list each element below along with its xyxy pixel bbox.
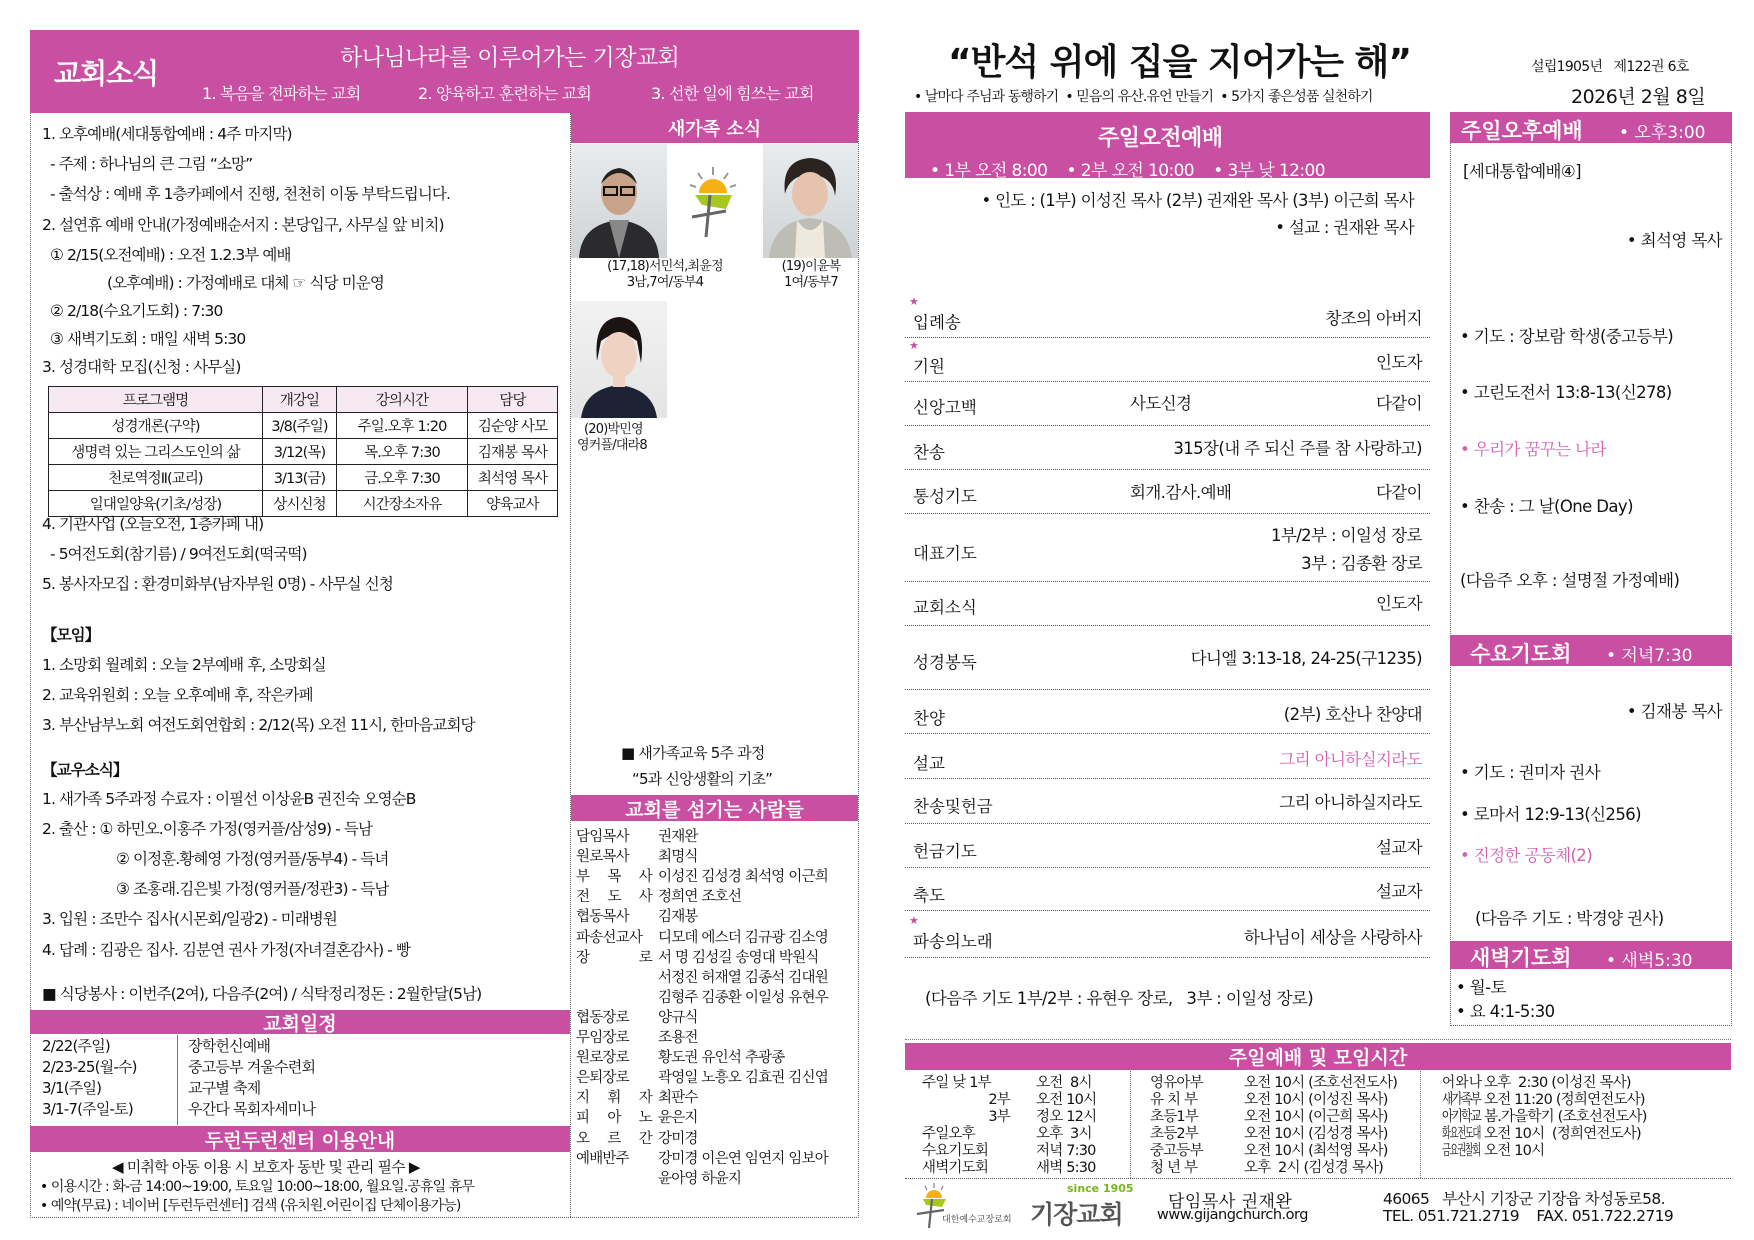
dawn-scripture: • 요 4:1-5:30 — [1456, 1002, 1555, 1021]
news-line: 1. 소망회 월례회 : 오늘 2부예배 후, 소망회실 — [42, 656, 326, 674]
member-name: (20)박민영 — [584, 422, 643, 437]
church-logo — [912, 1182, 1132, 1230]
worship-leaders: • 인도 : (1부) 이성진 목사 (2부) 권재완 목사 (3부) 이근희 목사 — [981, 191, 1414, 210]
order-value: 그리 아니하실지라도 — [1279, 750, 1422, 769]
member-detail: 1여/동부7 — [784, 275, 838, 290]
schedule-date: 2/23-25(월-수) — [42, 1058, 137, 1076]
year-mottos: • 날마다 주님과 동행하기 • 믿음의 유산.유언 만들기 • 5가지 좋은성품 실천하기 — [914, 89, 1373, 105]
schedule-date: 2/22(주일) — [42, 1037, 110, 1055]
news-line: ① 2/15(오전예배) : 오전 1.2.3부 예배 — [50, 246, 291, 264]
dawn-title: 새벽기도회 — [1470, 946, 1572, 970]
table-cell: 목.오후 7:30 — [337, 439, 468, 465]
staff-row — [576, 868, 828, 886]
senior-pastor: 담임목사 권재완 — [1168, 1192, 1293, 1212]
staff-names: 강미경 이은연 임연지 임보아 — [658, 1150, 828, 1167]
times-value: 오전 10시 (최석영 목사) — [1244, 1143, 1388, 1159]
times-label: 초등2부 — [1150, 1126, 1199, 1142]
order-label: 설교 — [913, 754, 945, 773]
times-label: 초등1부 — [1150, 1109, 1199, 1125]
member-name: (17,18)서민석,최윤정 — [607, 259, 723, 274]
order-label: 교회소식 — [913, 598, 977, 617]
staff-row — [576, 969, 828, 987]
times-label: 수요기도회 — [922, 1143, 989, 1159]
news-line: ② 2/18(수요기도회) : 7:30 — [50, 302, 223, 320]
table-cell: 양육교사 — [468, 491, 558, 517]
staff-names: 황도권 유인석 추광종 — [658, 1050, 785, 1067]
order-value: 하나님이 세상을 사랑하사 — [1243, 928, 1422, 947]
order-value: 1부/2부 : 이일성 장로 — [1270, 526, 1422, 545]
order-label: 입례송 — [913, 313, 961, 332]
staff-row — [576, 848, 698, 866]
schedule-header: 교회일정 — [30, 1010, 570, 1034]
times-label: 유 치 부 — [1150, 1092, 1198, 1108]
table-cell: 시간장소자유 — [337, 491, 468, 517]
news-line: 3. 입원 : 조만수 집사(시몬회/일광2) - 미래병원 — [42, 910, 337, 928]
news-line: 2. 교육위원회 : 오늘 오후예배 후, 작은카페 — [42, 686, 313, 704]
times-label: 중고등부 — [1150, 1143, 1203, 1159]
motto-3: 3. 선한 일에 힘쓰는 교회 — [651, 84, 814, 103]
staff-names: 권재완 — [658, 829, 698, 845]
order-detail: 회개.감사.예배 — [1130, 483, 1232, 502]
member-detail: 영커플/대라8 — [577, 438, 647, 453]
staff-names: 정희연 조호선 — [658, 889, 742, 906]
times-label: 금요권찰회 — [1442, 1143, 1481, 1159]
times-value: 오전 10시 (조호선전도사) — [1244, 1075, 1398, 1091]
order-value: 그리 아니하실지라도 — [1279, 793, 1422, 812]
member-name: (19)이윤복 — [781, 259, 841, 274]
staff-role: 협동장로 — [576, 1009, 629, 1026]
church-website[interactable]: www.gijangchurch.org — [1157, 1207, 1308, 1223]
staff-role: 파송선교사 — [576, 929, 643, 946]
staff-names: 강미경 — [658, 1130, 698, 1147]
times-value: 오전 10시 (이성진 목사) — [1244, 1092, 1388, 1108]
order-label: 기원 — [913, 357, 945, 376]
order-separator — [905, 625, 1430, 626]
times-label: 새가족부 — [1442, 1092, 1480, 1108]
staff-role: 무임장로 — [576, 1030, 629, 1046]
church-phone: TEL. 051.721.2719 FAX. 051.722.2719 — [1383, 1207, 1674, 1225]
table-row — [49, 439, 558, 465]
order-separator — [905, 337, 1430, 338]
staff-row — [576, 1009, 698, 1027]
times-divider — [1420, 1071, 1421, 1178]
news-line: 3. 성경대학 모집(신청 : 사무실) — [42, 358, 241, 376]
meetings-heading: 【모임】 — [42, 626, 100, 644]
staff-row — [576, 828, 698, 846]
order-value: 설교자 — [1375, 882, 1422, 901]
table-cell: 금.오후 7:30 — [337, 465, 468, 491]
star-icon: ★ — [909, 914, 919, 927]
order-value: 인도자 — [1375, 353, 1422, 372]
times-label: 주일오후 — [922, 1126, 975, 1142]
news-line: (오후예배) : 가정예배로 대체 ☞ 식당 미운영 — [107, 274, 384, 292]
afternoon-subtitle: [세대통합예배④] — [1463, 162, 1581, 181]
afternoon-next: (다음주 오후 : 설명절 가정예배) — [1460, 571, 1680, 590]
table-cell: 김순양 사모 — [468, 413, 558, 439]
sermon-preacher: • 설교 : 권재완 목사 — [1275, 218, 1414, 237]
times-value: 저녁 7:30 — [1036, 1143, 1096, 1159]
staff-row — [576, 1029, 698, 1047]
afternoon-scripture: • 고린도전서 13:8-13(신278) — [1460, 383, 1672, 402]
news-line: 2. 출산 : ① 하민오.이홍주 가정(영커플/삼성9) - 득남 — [42, 820, 373, 838]
afternoon-sermon: • 우리가 꿈꾸는 나라 — [1460, 440, 1606, 459]
logo-since: since 1905 — [1067, 1182, 1134, 1195]
staff-row — [576, 1049, 784, 1067]
member-detail: 3남,7여/동부4 — [626, 275, 704, 290]
wednesday-title: 수요기도회 — [1470, 642, 1572, 666]
order-value: 다니엘 3:13-18, 24-25(구1235) — [1190, 649, 1422, 668]
staff-role: 장 로 — [576, 949, 652, 966]
staff-names: 조용전 — [658, 1030, 698, 1046]
center-notice: ◀ 미취학 아동 이용 시 보호자 동반 및 관리 필수 ▶ — [112, 1158, 420, 1176]
order-label: 찬송및헌금 — [913, 797, 993, 816]
news-line: ③ 조홍래.김은빛 가정(영커플/정관3) - 득남 — [116, 880, 389, 898]
order-label: 파송의노래 — [913, 932, 993, 951]
news-line: 4. 기관사업 (오늘오전, 1층카페 내) — [42, 515, 264, 533]
times-label: 아기학교 — [1442, 1109, 1480, 1125]
times-label: 어 와 나 — [1442, 1075, 1480, 1091]
issue-info: 설립1905년 제122권 6호 — [1531, 59, 1689, 75]
order-value: 인도자 — [1375, 594, 1422, 613]
staff-role: 예배반주 — [576, 1150, 629, 1167]
staff-row — [576, 1089, 698, 1107]
table-row — [49, 491, 558, 517]
order-separator — [905, 689, 1430, 690]
news-line: ② 이정훈.황혜영 가정(영커플/동부4) - 득녀 — [116, 850, 389, 868]
year-theme-title: “반석 위에 집을 지어가는 해” — [948, 42, 1411, 83]
order-label: 성경봉독 — [913, 653, 977, 672]
order-separator — [905, 381, 1430, 382]
times-label: 2부 — [988, 1092, 1010, 1108]
times-value: 오전 10시 — [1484, 1143, 1545, 1159]
section-title: 교회소식 — [54, 57, 159, 90]
table-cell: 3/8(주일) — [263, 413, 337, 439]
church-address: 46065 부산시 기장군 기장읍 차성동로58. — [1383, 1190, 1665, 1208]
times-label: 청 년 부 — [1150, 1160, 1198, 1176]
logo-name: 기장교회 — [1030, 1200, 1123, 1229]
staff-role: 담임목사 — [576, 829, 629, 845]
news-line: ■ 식당봉사 : 이번주(2여), 다음주(2여) / 식탁정리정돈 : 2월한달(5남) — [42, 985, 482, 1003]
education-lesson: “5과 신앙생활의 기초” — [632, 770, 773, 788]
staff-names: 곽영일 노흥오 김효권 김신엽 — [658, 1070, 828, 1087]
times-value: 오전 8시 — [1036, 1075, 1092, 1091]
wednesday-time: • 저녁7:30 — [1606, 646, 1693, 666]
times-value: 오후 3시 — [1036, 1126, 1092, 1142]
staff-names: 최명식 — [658, 849, 698, 866]
order-separator — [905, 823, 1430, 824]
order-value: 설교자 — [1375, 838, 1422, 857]
order-value: 3부 : 김종환 장로 — [1301, 554, 1422, 573]
center-hours: • 이용시간 : 화-금 14:00~19:00, 토요일 10:00~18:00, 월요일.공휴일 휴무 — [40, 1179, 475, 1195]
news-line: 1. 새가족 5주과정 수료자 : 이필선 이상윤B 권진숙 오영순B — [42, 790, 416, 808]
member-news-heading: 【교우소식】 — [42, 761, 128, 779]
dawn-time: • 새벽5:30 — [1606, 951, 1693, 971]
order-separator — [905, 910, 1430, 911]
schedule-event: 장학헌신예배 — [188, 1037, 271, 1055]
wednesday-prayer: • 기도 : 권미자 권사 — [1460, 763, 1601, 782]
afternoon-prayer: • 기도 : 장보람 학생(중고등부) — [1460, 327, 1674, 346]
morning-service-times: • 1부 오전 8:00 • 2부 오전 10:00 • 3부 낮 12:00 — [930, 161, 1325, 181]
times-label: 영유아부 — [1150, 1075, 1203, 1091]
wednesday-sermon: • 진정한 공동체(2) — [1460, 846, 1593, 865]
star-icon: ★ — [909, 339, 919, 352]
staff-row — [576, 1150, 828, 1168]
news-line: - 출석상 : 예배 후 1층카페에서 진행, 천천히 이동 부탁드립니다. — [50, 185, 451, 203]
news-line: - 5여전도회(참기름) / 9여전도회(떡국떡) — [50, 545, 307, 563]
order-separator — [905, 513, 1430, 514]
news-line: 3. 부산남부노회 여전도회연합회 : 2/12(목) 오전 11시, 한마음교회당 — [42, 716, 475, 734]
order-value: 다같이 — [1375, 483, 1422, 502]
schedule-divider — [177, 1035, 178, 1125]
table-cell: 주일.오후 1:20 — [337, 413, 468, 439]
table-header-row — [49, 387, 558, 413]
schedule-event: 우간다 목회자세미나 — [188, 1100, 316, 1118]
order-label: 대표기도 — [913, 544, 977, 563]
news-line: ③ 새벽기도회 : 매일 새벽 5:30 — [50, 330, 246, 348]
column-divider — [570, 113, 571, 1217]
wednesday-preacher: • 김재봉 목사 — [1626, 702, 1722, 721]
order-separator — [905, 778, 1430, 779]
next-week-prayer: (다음주 기도 1부/2부 : 유현우 장로, 3부 : 이일성 장로) — [925, 989, 1314, 1008]
bulletin-date: 2026년 2월 8일 — [1571, 86, 1706, 108]
times-value: 오전 10시 (이근희 목사) — [1244, 1109, 1388, 1125]
staff-row — [576, 1069, 828, 1087]
times-label: 새벽기도회 — [922, 1160, 989, 1176]
motto-2: 2. 양육하고 훈련하는 교회 — [418, 84, 592, 103]
table-row — [49, 465, 558, 491]
staff-header: 교회를 섬기는 사람들 — [571, 795, 858, 821]
order-value: (2부) 호산나 찬양대 — [1283, 705, 1422, 724]
news-line: 5. 봉사자모집 : 환경미화부(남자부원 0명) - 사무실 신청 — [42, 575, 393, 593]
order-label: 통성기도 — [913, 487, 977, 506]
times-value: 정오 12시 — [1036, 1109, 1097, 1125]
star-icon: ★ — [909, 295, 919, 308]
order-label: 축도 — [913, 886, 945, 905]
order-label: 찬송 — [913, 443, 945, 462]
staff-row — [576, 949, 819, 967]
staff-names: 윤아영 하윤지 — [658, 1170, 742, 1187]
order-label: 찬양 — [913, 709, 945, 728]
times-value: 오전 11:20 (정희연전도사) — [1484, 1092, 1645, 1108]
staff-names: 이성진 김성경 최석영 이근희 — [658, 869, 828, 886]
staff-role: 은퇴장로 — [576, 1070, 629, 1087]
news-line: 4. 답례 : 김광은 집사. 김분연 권사 가정(자녀결혼감사) - 빵 — [42, 941, 411, 959]
staff-role: 오 르 간 — [576, 1130, 652, 1147]
staff-role: 원로목사 — [576, 849, 629, 866]
times-value: 오후 2시 (김성경 목사) — [1244, 1160, 1384, 1176]
table-cell: 성경개론(구약) — [49, 413, 263, 439]
schedule-event: 교구별 축제 — [188, 1079, 261, 1097]
times-value: 오전 10시 (정희연전도사) — [1484, 1126, 1641, 1142]
times-value: 오전 10시 (김성경 목사) — [1244, 1126, 1388, 1142]
order-value: 다같이 — [1375, 394, 1422, 413]
table-cell: 김재봉 목사 — [468, 439, 558, 465]
staff-names: 디모데 에스더 김규광 김소영 — [658, 929, 828, 946]
center-reservation: • 예약(무료) : 네이버 [두런두런센터] 검색 (유치원.어린이집 단체이용가능) — [40, 1198, 461, 1214]
staff-role: 전 도 사 — [576, 889, 652, 906]
news-line: 1. 오후예배(세대통합예배 : 4주 마지막) — [42, 125, 292, 143]
logo-denomination: 대한예수교장로회 — [942, 1215, 1012, 1225]
staff-role: 부 목 사 — [576, 869, 652, 886]
times-divider — [1130, 1071, 1131, 1178]
staff-names: 윤은지 — [658, 1110, 698, 1127]
afternoon-hymn: • 찬송 : 그 날(One Day) — [1460, 497, 1633, 516]
times-header: 주일예배 및 모임시간 — [905, 1043, 1731, 1070]
table-cell: 3/12(목) — [263, 439, 337, 465]
schedule-date: 3/1-7(주일-토) — [42, 1100, 133, 1118]
staff-role: 협동목사 — [576, 909, 629, 926]
order-detail: 사도신경 — [1130, 394, 1192, 413]
schedule-event: 중고등부 겨울수련회 — [188, 1058, 316, 1076]
staff-names: 서정진 허재열 김종석 김대원 — [658, 969, 828, 986]
motto-1: 1. 복음을 전파하는 교회 — [202, 84, 361, 103]
afternoon-time: • 오후3:00 — [1619, 123, 1706, 143]
schedule-date: 3/1(주일) — [42, 1079, 102, 1097]
column-header: 개강일 — [263, 387, 337, 413]
news-line: - 주제 : 하나님의 큰 그림 “소망” — [50, 155, 253, 173]
staff-row — [576, 1109, 698, 1127]
order-separator — [905, 425, 1430, 426]
morning-service-title: 주일오전예배 — [1098, 126, 1223, 151]
table-cell: 최석영 목사 — [468, 465, 558, 491]
table-cell: 일대일양육(기초/성장) — [49, 491, 263, 517]
order-separator — [905, 957, 1430, 958]
member-photo — [763, 144, 858, 258]
times-top-line — [905, 1039, 1731, 1040]
staff-names: 양규식 — [658, 1009, 698, 1026]
afternoon-title: 주일오후예배 — [1461, 119, 1583, 143]
column-header: 강의시간 — [337, 387, 468, 413]
order-separator — [905, 581, 1430, 582]
times-label: 화요전도대 — [1442, 1126, 1481, 1142]
member-photo — [571, 144, 667, 258]
education-title: ■ 새가족교육 5주 과정 — [621, 744, 765, 762]
times-value: 새벽 5:30 — [1036, 1160, 1096, 1176]
staff-row — [576, 929, 828, 947]
staff-names: 김형주 김종환 이일성 유현우 — [658, 989, 828, 1006]
times-bottom-line — [905, 1178, 1731, 1179]
staff-names: 김재봉 — [658, 909, 698, 926]
times-value: 오전 10시 — [1036, 1092, 1097, 1108]
order-separator — [905, 867, 1430, 868]
bible-college-table — [48, 386, 558, 517]
times-value: 오후 2:30 (이성진 목사) — [1484, 1075, 1631, 1091]
news-line: 2. 설연휴 예배 안내(가정예배순서지 : 본당입구, 사무실 앞 비치) — [42, 216, 444, 234]
table-cell: 3/13(금) — [263, 465, 337, 491]
times-label: 3부 — [988, 1109, 1010, 1125]
column-header: 담당 — [468, 387, 558, 413]
staff-role: 원로장로 — [576, 1050, 629, 1067]
table-cell: 생명력 있는 그리스도인의 삶 — [49, 439, 263, 465]
staff-row — [576, 1170, 741, 1188]
wednesday-next: (다음주 기도 : 박경양 권사) — [1475, 909, 1664, 928]
center-header: 두런두런센터 이용안내 — [30, 1126, 570, 1152]
staff-role: 피 아 노 — [576, 1110, 652, 1127]
order-separator — [905, 469, 1430, 470]
order-label: 신앙고백 — [913, 398, 977, 417]
afternoon-preacher: • 최석영 목사 — [1626, 231, 1722, 250]
dawn-days: • 월-토 — [1456, 978, 1506, 997]
order-value: 315장(내 주 되신 주를 참 사랑하고) — [1173, 439, 1422, 458]
new-family-header: 새가족 소식 — [571, 113, 858, 143]
wednesday-scripture: • 로마서 12:9-13(신256) — [1460, 805, 1641, 824]
staff-names: 최판수 — [658, 1090, 698, 1107]
order-value: 창조의 아버지 — [1325, 309, 1422, 328]
column-header: 프로그램명 — [49, 387, 263, 413]
church-logo-icon — [680, 165, 746, 244]
times-label: 주일 낮 1부 — [922, 1075, 991, 1091]
staff-row — [576, 989, 828, 1007]
table-cell: 상시신청 — [263, 491, 337, 517]
staff-row — [576, 1130, 698, 1148]
staff-names: 서 명 김성길 송영대 박원식 — [658, 949, 819, 966]
staff-row — [576, 908, 698, 926]
staff-row — [576, 888, 741, 906]
church-slogan: 하나님나라를 이루어가는 기장교회 — [340, 45, 680, 71]
table-row — [49, 413, 558, 439]
times-value: 봄.가을학기 (조호선전도사) — [1484, 1109, 1647, 1125]
order-label: 헌금기도 — [913, 842, 977, 861]
staff-role: 지 휘 자 — [576, 1090, 652, 1107]
table-cell: 천로역정Ⅱ(교리) — [49, 465, 263, 491]
member-photo — [571, 301, 667, 418]
order-separator — [905, 733, 1430, 734]
